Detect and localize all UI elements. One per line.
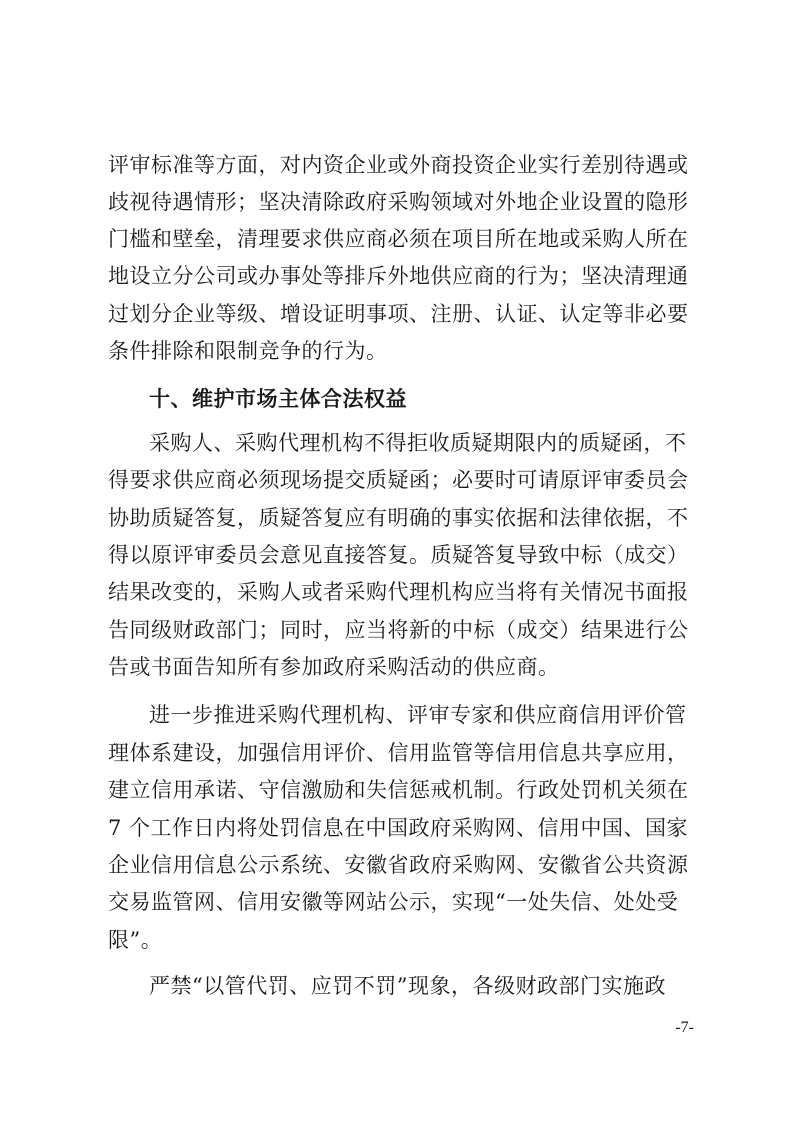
- paragraph-line: 限”。: [108, 928, 163, 952]
- paragraph-line: 企业信用信息公示系统、安徽省政府采购网、安徽省公共资源: [108, 853, 689, 877]
- paragraph-line: 门槛和壁垒，清理要求供应商必须在项目所在地或采购人所在: [108, 227, 689, 251]
- paragraph-line: 理体系建设，加强信用评价、信用监管等信用信息共享应用，: [108, 741, 689, 765]
- paragraph-line: 告或书面告知所有参加政府采购活动的供应商。: [108, 655, 560, 679]
- section-heading: 十、维护市场主体合法权益: [149, 387, 407, 411]
- paragraph-line: 进一步推进采购代理机构、评审专家和供应商信用评价管: [149, 703, 687, 727]
- paragraph-line: 过划分企业等级、增设证明事项、注册、认证、认定等非必要: [108, 302, 689, 326]
- paragraph-line: 协助质疑答复，质疑答复应有明确的事实依据和法律依据，不: [108, 506, 689, 530]
- paragraph-line: 地设立分公司或办事处等排斥外地供应商的行为；坚决清理通: [108, 264, 689, 288]
- paragraph-line: 评审标准等方面，对内资企业或外商投资企业实行差别待遇或: [108, 153, 689, 177]
- paragraph-line: 得要求供应商必须现场提交质疑函；必要时可请原评审委员会: [108, 468, 689, 492]
- paragraph-line: 歧视待遇情形；坚决清除政府采购领域对外地企业设置的隐形: [108, 190, 689, 214]
- paragraph-line: 结果改变的，采购人或者采购代理机构应当将有关情况书面报: [108, 580, 689, 604]
- paragraph-line: 交易监管网、信用安徽等网站公示，实现“一处失信、处处受: [108, 890, 679, 914]
- paragraph-line: 7 个工作日内将处罚信息在中国政府采购网、信用中国、国家: [108, 816, 689, 840]
- paragraph-line: 得以原评审委员会意见直接答复。质疑答复导致中标（成交）: [108, 543, 689, 567]
- page-number: -7-: [675, 1019, 694, 1036]
- paragraph-line: 建立信用承诺、守信激励和失信惩戒机制。行政处罚机关须在: [108, 778, 689, 802]
- paragraph-line: 采购人、采购代理机构不得拒收质疑期限内的质疑函，不: [149, 431, 687, 455]
- paragraph-line: 严禁“以管代罚、应罚不罚”现象，各级财政部门实施政: [149, 974, 666, 998]
- paragraph-line: 告同级财政部门；同时，应当将新的中标（成交）结果进行公: [108, 618, 689, 642]
- paragraph-line: 条件排除和限制竞争的行为。: [108, 339, 388, 363]
